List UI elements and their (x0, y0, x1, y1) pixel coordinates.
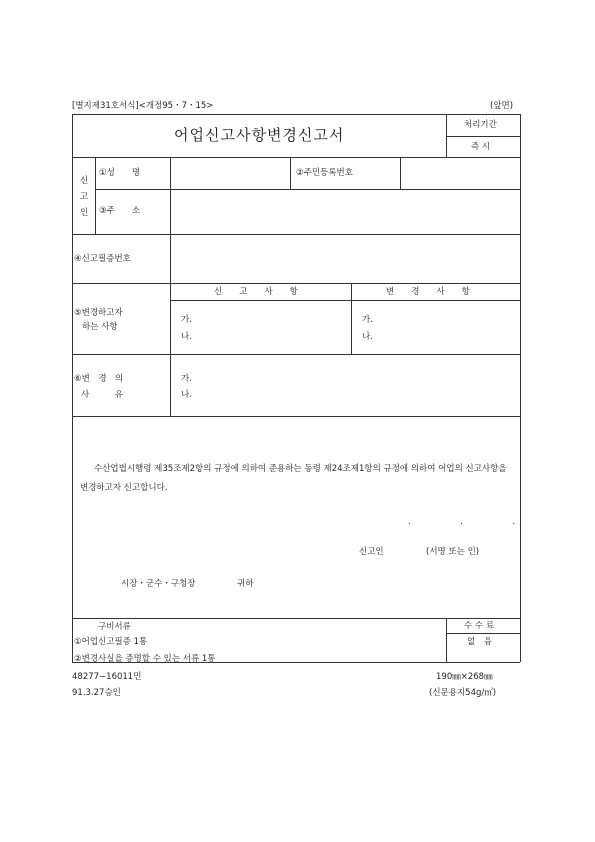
changed-item-ga: 가. (362, 315, 373, 325)
honorific: 귀하 (237, 579, 254, 589)
page-side-label: (앞면) (490, 101, 514, 111)
cert-number-field[interactable] (171, 235, 519, 282)
reason-ga: 가. (181, 374, 192, 384)
declaration-text: 수산업법시행령 제35조제2항의 규정에 의하여 준용하는 동령 제24조제1항의 규정에 의하여 어업의 신고사항을 변경하고자 신고합니다. (80, 464, 507, 493)
table-border-left (72, 114, 73, 662)
reported-item-ga: 가. (181, 315, 192, 325)
rrn-field[interactable] (401, 158, 519, 188)
document-item-2: ②변경사실을 증명할 수 있는 서류 1통 (74, 654, 216, 664)
form-number: [별지제31호서식]<개정95・7・15> (72, 101, 214, 111)
paper-type: (신문용지54g/㎡) (429, 688, 497, 698)
processing-period-label: 처리기간 (464, 120, 497, 130)
address-label: ③주 소 (99, 206, 141, 216)
fee-label: 수 수 료 (464, 621, 495, 631)
changed-items-header: 변 경 사 항 (386, 287, 470, 297)
approval-date: 91.3.27승인 (72, 688, 121, 698)
change-item-label-line1: ⑤변경하고자 (74, 308, 123, 318)
divider (72, 354, 520, 355)
applicant-sign-label: 신고인 (359, 547, 384, 557)
form-title: 어업신고사항변경신고서 (174, 126, 345, 144)
divider (170, 300, 520, 301)
form-code: 48277−16011민 (72, 672, 142, 682)
divider (446, 136, 520, 137)
divider (446, 633, 520, 634)
name-label: ①성 명 (99, 168, 141, 178)
divider (72, 283, 520, 284)
reported-items-header: 신 고 사 항 (214, 287, 298, 297)
processing-period-value: 즉 시 (471, 142, 491, 152)
reported-item-na: 나. (181, 332, 192, 342)
documents-header: 구비서류 (98, 622, 131, 632)
table-border-top (72, 114, 520, 115)
addressee: 시장・군수・구청장 (121, 579, 196, 589)
reason-label-line2: 사 유 (81, 390, 123, 400)
divider (72, 618, 520, 619)
fee-value: 없 음 (467, 637, 492, 647)
divider (446, 114, 447, 157)
divider (446, 618, 447, 662)
rrn-label: ②주민등록번호 (296, 168, 353, 178)
reason-na: 나. (181, 390, 192, 400)
cert-number-label: ④신고필증번호 (74, 254, 131, 264)
address-field[interactable] (171, 190, 519, 233)
paper-size: 190㎜×268㎜ (436, 672, 493, 682)
document-item-1: ①어업신고필증 1통 (74, 637, 148, 647)
signature-label: (서명 또는 인) (426, 547, 480, 557)
changed-item-na: 나. (362, 332, 373, 342)
table-border-right (520, 114, 521, 662)
divider (72, 416, 520, 417)
change-item-label-line2: 하는 사항 (82, 322, 118, 332)
name-field[interactable] (171, 158, 289, 188)
applicant-label-char-3: 인 (80, 208, 89, 218)
applicant-label-char-2: 고 (80, 192, 89, 202)
applicant-label-char-1: 신 (80, 176, 89, 186)
reason-label-line1: ⑥변 경 의 (74, 374, 124, 384)
date-dots: . . . (408, 517, 522, 527)
divider (95, 157, 96, 234)
divider (290, 157, 291, 189)
divider (351, 283, 352, 354)
